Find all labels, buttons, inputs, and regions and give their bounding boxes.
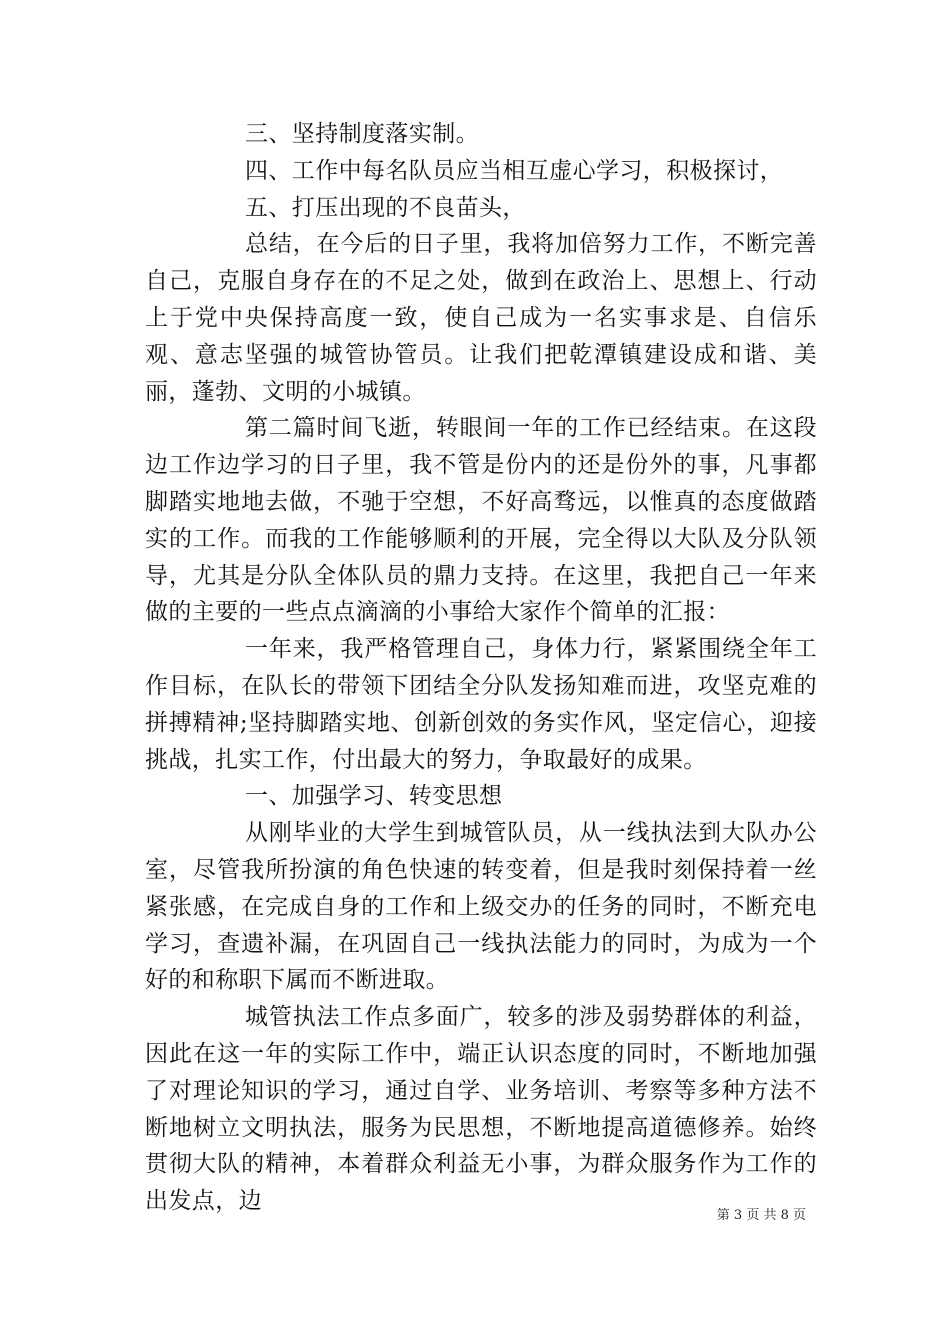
paragraph-item-5: 五、打压出现的不良苗头，	[245, 194, 526, 221]
year-review-paragraph: 一年来，我严格管理自己，身体力行，紧紧围绕全年工作目标，在队长的带领下团结全分队发扬知难而进，攻坚克难的拼搏精神;坚持脚踏实地、创新创效的务实作风，坚定信心，迎接挑战，扎实工作，付出最大的努力，争取最好的成果。	[145, 636, 817, 773]
study-paragraph: 从刚毕业的大学生到城管队员，从一线执法到大队办公室，尽管我所扮演的角色快速的转变着，但是我时刻保持着一丝紧张感，在完成自身的工作和上级交办的任务的同时，不断充电学习，查遗补漏，在巩固自己一线执法能力的同时，为成为一个好的和称职下属而不断进取。	[145, 820, 817, 994]
second-article-intro-paragraph: 第二篇时间飞逝，转眼间一年的工作已经结束。在这段边工作边学习的日子里，我不管是份内的还是份外的事，凡事都脚踏实地地去做，不驰于空想，不好高骛远，以惟真的态度做踏实的工作。而我的工作能够顺利的开展，完全得以大队及分队领导，尤其是分队全体队员的鼎力支持。在这里，我把自己一年来做的主要的一些点点滴滴的小事给大家作个简单的汇报：	[145, 415, 817, 626]
page-number-footer: 第 3 页 共 8 页	[716, 1208, 806, 1223]
paragraph-item-3: 三、坚持制度落实制。	[245, 121, 479, 147]
section-heading-study: 一、加强学习、转变思想	[245, 783, 503, 810]
document-body	[145, 116, 817, 1220]
summary-paragraph: 总结，在今后的日子里，我将加倍努力工作，不断完善自己，克服自身存在的不足之处，做到在政治上、思想上、行动上于党中央保持高度一致，使自己成为一名实事求是、自信乐观、意志坚强的城管协管员。让我们把乾潭镇建设成和谐、美丽，蓬勃、文明的小城镇。	[145, 231, 817, 405]
enforcement-paragraph: 城管执法工作点多面广，较多的涉及弱势群体的利益，因此在这一年的实际工作中，端正认识态度的同时，不断地加强了对理论知识的学习，通过自学、业务培训、考察等多种方法不断地树立文明执法，服务为民思想，不断地提高道德修养。始终贯彻大队的精神，本着群众利益无小事，为群众服务作为工作的出发点，边	[145, 1004, 817, 1215]
paragraph-item-4: 四、工作中每名队员应当相互虚心学习，积极探讨，	[245, 157, 784, 184]
